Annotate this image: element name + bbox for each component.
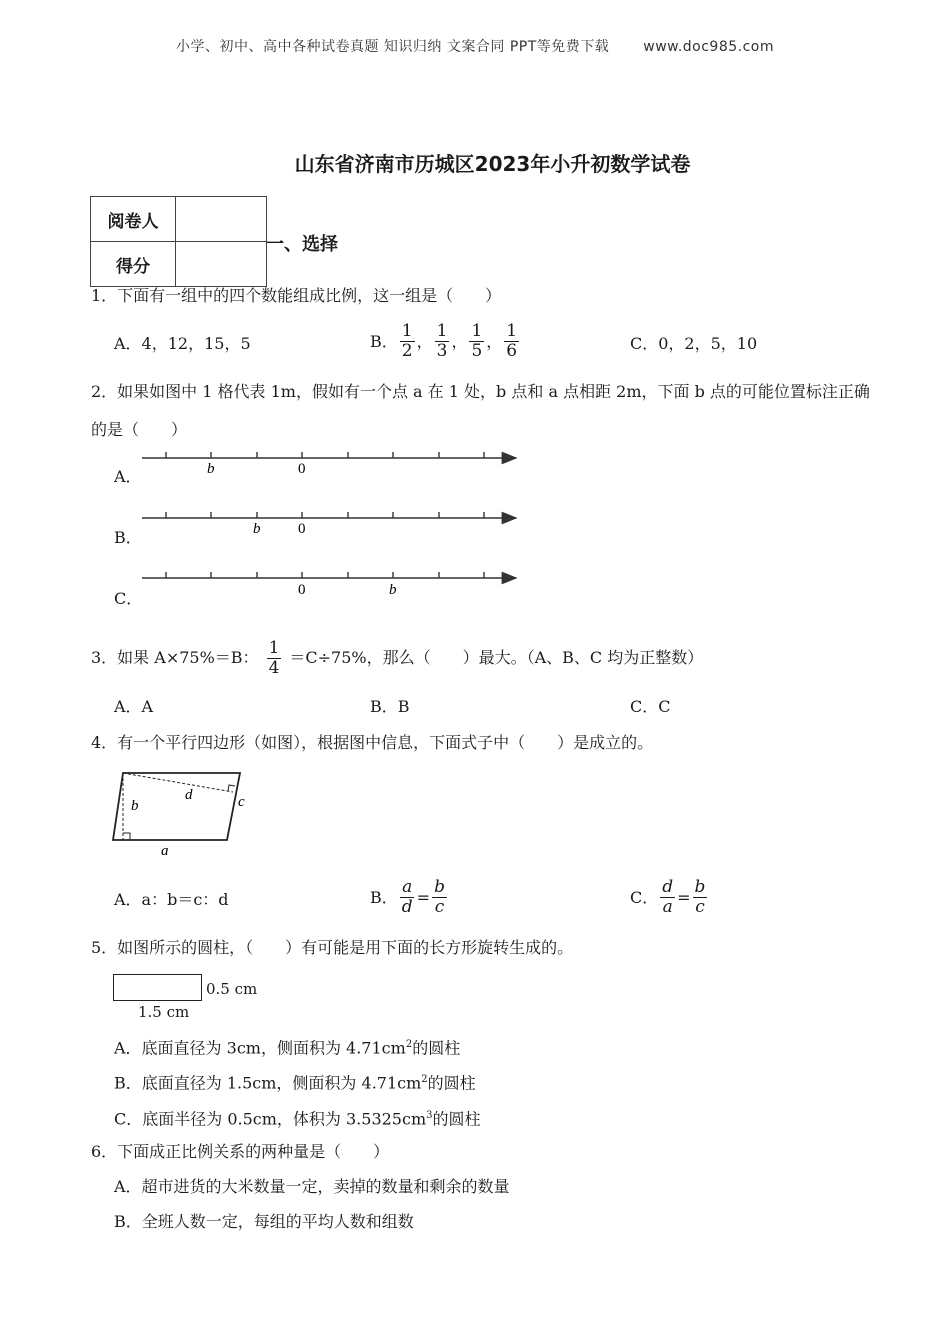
page-header [0, 36, 950, 56]
header-text: 小学、初中、高中各种试卷真题 知识归纳 文案合同 PPT等免费下载 [175, 39, 610, 55]
q2-option-a: A． [114, 467, 142, 486]
q1-option-b: B． $\frac{1}{2}$ ， $\frac{1}{3}$ ， $\frac{1}{5}$ ， $\frac{1}{6}$ [370, 321, 518, 361]
fraction: $\frac{1}{3}$ [436, 321, 448, 361]
point-b-label: b [253, 521, 261, 537]
q2-option-b: B． [114, 528, 142, 547]
q3-option-a: A．A [114, 697, 154, 716]
point-b-label: b [389, 582, 397, 598]
fraction: $\frac{a}{d}$ [401, 877, 413, 917]
label-d: d [185, 787, 193, 803]
reviewer-label: 阅卷人 [91, 197, 176, 242]
number-line-b [142, 512, 516, 537]
q3-option-b: B．B [370, 697, 410, 716]
q4-option-a: A．a：b＝c：d [114, 890, 229, 909]
score-label: 得分 [91, 242, 176, 287]
q2-text-line2: 的是（ ） [91, 420, 188, 439]
q6-text: 6．下面成正比例关系的两种量是（ ） [91, 1142, 390, 1161]
q5-text: 5．如图所示的圆柱，（ ）有可能是用下面的长方形旋转生成的。 [91, 938, 574, 957]
rectangle-figure [113, 974, 202, 1001]
number-line-a [142, 452, 516, 477]
q2-text-line1: 2．如果如图中 1 格代表 1m，假如有一个点 a 在 1 处，b 点和 a 点相距 2m，下面 b 点的可能位置标注正确 [91, 382, 870, 401]
q1-b-prefix: B． [370, 331, 398, 351]
number-lines [130, 445, 530, 605]
q3-pre: 3．如果 A×75%＝B： [91, 648, 259, 667]
q5-option-a: A．底面直径为 3cm，侧面积为 $4.71cm^2$的圆柱 [114, 1038, 461, 1058]
score-value [176, 242, 267, 287]
q6-option-b: B．全班人数一定，每组的平均人数和组数 [114, 1212, 414, 1231]
zero-label: 0 [298, 582, 306, 598]
fraction: $\frac{b}{c}$ [434, 877, 445, 917]
header-site[interactable]: www.doc985.com [643, 39, 775, 55]
parallelogram-figure [105, 765, 265, 860]
number-line-c [142, 572, 516, 598]
grade-table [90, 196, 267, 287]
q1-option-a: A．4，12，15，5 [114, 334, 251, 353]
q3-option-c: C．C [630, 697, 671, 716]
q3-post: ＝C÷75%，那么（ ）最大。（A、B、C 均为正整数） [289, 648, 704, 667]
q4-option-b: B． $\frac{a}{d}$ = $\frac{b}{c}$ [370, 877, 445, 917]
q1-text: 1．下面有一组中的四个数能组成比例，这一组是（ ） [91, 286, 502, 305]
q2-option-c: C． [114, 589, 143, 608]
label-c: c [238, 794, 245, 810]
q3-text [91, 636, 703, 680]
fraction: $\frac{1}{4}$ [268, 637, 280, 678]
page-title: 山东省济南市历城区2023年小升初数学试卷 [294, 152, 691, 176]
q5-option-b: B．底面直径为 1.5cm，侧面积为 $4.71cm^2$的圆柱 [114, 1073, 476, 1093]
fraction: $\frac{b}{c}$ [694, 877, 706, 917]
fraction: $\frac{1}{2}$ [401, 321, 413, 361]
q4-text: 4．有一个平行四边形（如图），根据图中信息，下面式子中（ ）是成立的。 [91, 733, 654, 752]
q4-option-c: C． $\frac{d}{a}$ = $\frac{b}{c}$ [630, 877, 706, 917]
q6-option-a: A．超市进货的大米数量一定，卖掉的数量和剩余的数量 [114, 1177, 510, 1196]
zero-label: 0 [298, 461, 306, 477]
height-label: 0.5 cm [206, 980, 258, 998]
q5-option-c: C．底面半径为 0.5cm，体积为 $3.5325cm^3$的圆柱 [114, 1109, 481, 1129]
label-a: a [161, 843, 169, 859]
zero-label: 0 [298, 521, 306, 537]
q1-option-c: C．0，2，5，10 [630, 334, 758, 353]
point-b-label: b [207, 461, 215, 477]
section-heading: 一、选择 [266, 234, 338, 255]
fraction: $\frac{1}{6}$ [506, 321, 518, 361]
width-label: 1.5 cm [138, 1003, 190, 1021]
fraction: $\frac{d}{a}$ [662, 877, 674, 917]
fraction: $\frac{1}{5}$ [471, 321, 483, 361]
reviewer-value [176, 197, 267, 242]
label-b: b [131, 798, 139, 814]
